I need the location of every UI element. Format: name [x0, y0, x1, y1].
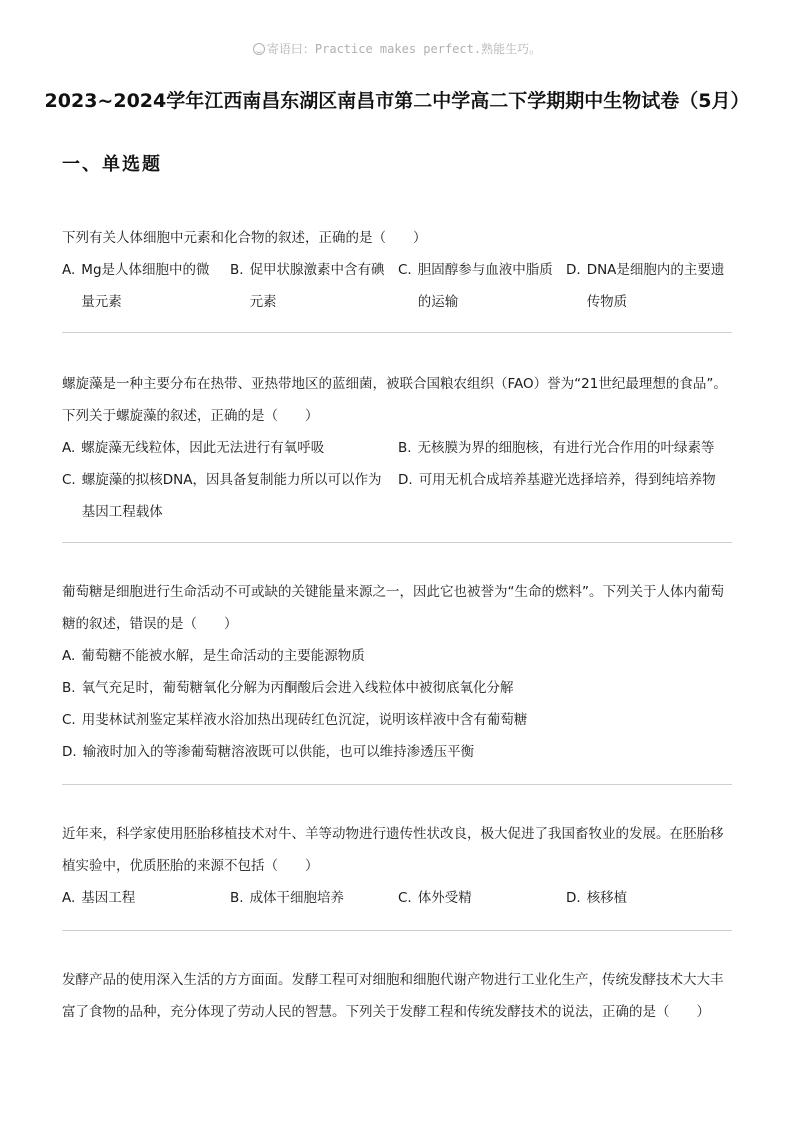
divider: [62, 542, 732, 543]
option-b[interactable]: [230, 254, 398, 318]
option-c[interactable]: [62, 464, 398, 528]
option-letter: A.: [62, 262, 76, 278]
page-title: 2023~2024学年江西南昌东湖区南昌市第二中学高二下学期期中生物试卷（5月）: [44, 90, 750, 112]
option-b[interactable]: [62, 672, 732, 704]
option-a[interactable]: [62, 254, 230, 318]
question-5: [62, 964, 732, 1028]
question-1: [62, 222, 732, 318]
question-stem: 葡萄糖是细胞进行生命活动不可或缺的关键能量来源之一，因此它也被誉为“生命的燃料”。下列关于人体内葡萄糖的叙述，错误的是（ ）: [62, 584, 724, 632]
question-stem: 下列有关人体细胞中元素和化合物的叙述，正确的是（ ）: [62, 230, 427, 246]
option-d[interactable]: [398, 464, 732, 528]
option-text: Mg是人体细胞中的微量元素: [81, 262, 210, 310]
smile-icon: [253, 43, 265, 55]
option-letter: C.: [62, 472, 76, 488]
option-text: 螺旋藻的拟核DNA，因具备复制能力所以可以作为基因工程载体: [81, 472, 382, 520]
option-letter: B.: [62, 680, 76, 696]
divider: [62, 930, 732, 931]
option-letter: B.: [398, 440, 412, 456]
option-text: 用斐林试剂鉴定某样液水浴加热出现砖红色沉淀，说明该样液中含有葡萄糖: [81, 712, 528, 728]
option-text: DNA是细胞内的主要遗传物质: [586, 262, 725, 310]
option-text: 可用无机合成培养基避光选择培养，得到纯培养物: [418, 472, 716, 488]
divider: [62, 784, 732, 785]
option-letter: D.: [398, 472, 413, 488]
option-c[interactable]: [398, 882, 566, 914]
option-text: 螺旋藻无线粒体，因此无法进行有氧呼吸: [81, 440, 325, 456]
option-b[interactable]: [230, 882, 398, 914]
option-letter: A.: [62, 648, 76, 664]
option-text: 核移植: [586, 890, 628, 906]
option-d[interactable]: [566, 254, 732, 318]
option-letter: A.: [62, 440, 76, 456]
option-c[interactable]: [398, 254, 566, 318]
option-letter: D.: [62, 744, 77, 760]
option-letter: C.: [398, 262, 412, 278]
option-text: 体外受精: [417, 890, 472, 906]
option-text: 氧气充足时，葡萄糖氧化分解为丙酮酸后会进入线粒体中被彻底氧化分解: [81, 680, 514, 696]
option-a[interactable]: [62, 640, 732, 672]
option-a[interactable]: [62, 882, 230, 914]
option-d[interactable]: [62, 736, 732, 768]
section-title: 一、单选题: [62, 154, 162, 175]
option-letter: D.: [566, 262, 581, 278]
divider: [62, 332, 732, 333]
option-text: 无核膜为界的细胞核，有进行光合作用的叶绿素等: [417, 440, 715, 456]
option-text: 葡萄糖不能被水解，是生命活动的主要能源物质: [81, 648, 365, 664]
question-stem: 近年来，科学家使用胚胎移植技术对牛、羊等动物进行遗传性状改良，极大促进了我国畜牧业的发展。在胚胎移植实验中，优质胚胎的来源不包括（ ）: [62, 826, 724, 874]
option-letter: A.: [62, 890, 76, 906]
option-letter: B.: [230, 262, 244, 278]
option-text: 胆固醇参与血液中脂质的运输: [417, 262, 553, 310]
option-text: 基因工程: [81, 890, 136, 906]
question-3: [62, 576, 732, 768]
option-letter: B.: [230, 890, 244, 906]
question-4: [62, 818, 732, 914]
question-stem: 螺旋藻是一种主要分布在热带、亚热带地区的蓝细菌，被联合国粮农组织（FAO）誉为“21世纪最理想的食品”。下列关于螺旋藻的叙述，正确的是（ ）: [62, 376, 727, 424]
option-b[interactable]: [398, 432, 732, 464]
option-letter: D.: [566, 890, 581, 906]
option-text: 成体干细胞培养: [249, 890, 345, 906]
watermark: [0, 40, 794, 57]
option-d[interactable]: [566, 882, 732, 914]
question-stem: 发酵产品的使用深入生活的方方面面。发酵工程可对细胞和细胞代谢产物进行工业化生产，传统发酵技术大大丰富了食物的品种，充分体现了劳动人民的智慧。下列关于发酵工程和传统发酵技术的说法，正确的是（ ）: [62, 972, 724, 1020]
options-row: [62, 432, 732, 464]
option-text: 促甲状腺激素中含有碘元素: [249, 262, 385, 310]
option-c[interactable]: [62, 704, 732, 736]
option-letter: C.: [62, 712, 76, 728]
options-row: [62, 882, 732, 914]
option-text: 输液时加入的等渗葡萄糖溶液既可以供能，也可以维持渗透压平衡: [82, 744, 475, 760]
options-row: [62, 464, 732, 528]
watermark-text: 寄语曰：Practice makes perfect.熟能生巧。: [266, 42, 542, 56]
question-2: [62, 368, 732, 528]
option-a[interactable]: [62, 432, 398, 464]
option-letter: C.: [398, 890, 412, 906]
options-row: [62, 254, 732, 318]
